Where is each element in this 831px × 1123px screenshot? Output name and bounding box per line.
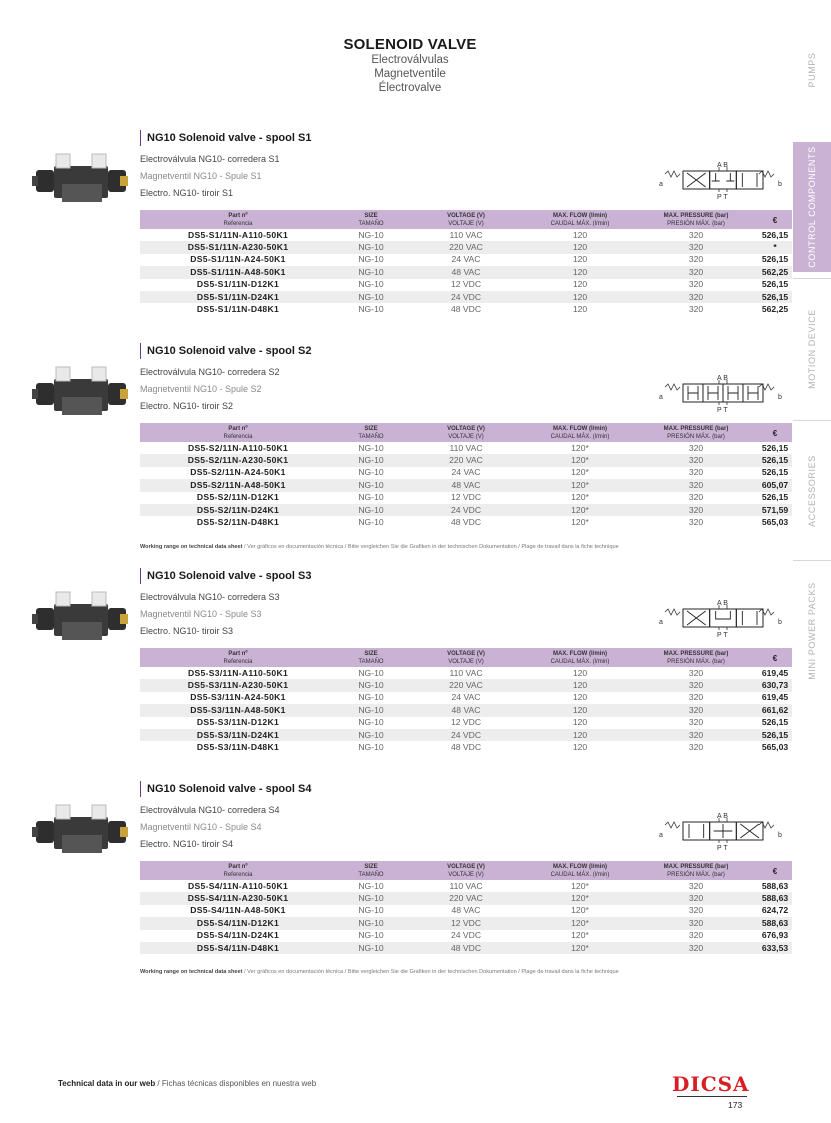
svg-text:P T: P T xyxy=(717,194,728,200)
size-cell: NG-10 xyxy=(336,241,406,253)
table-row xyxy=(140,741,792,753)
voltage-cell: 12 VDC xyxy=(450,717,482,728)
col-price-header: € xyxy=(758,861,792,880)
flow-cell: 120 xyxy=(526,704,634,716)
table-header-row xyxy=(140,423,792,442)
section-subtitle-fr: Electro. NG10- tiroir S4 xyxy=(140,839,234,849)
page-divider xyxy=(677,1096,747,1097)
pressure-cell: 320 xyxy=(634,917,758,929)
flow-cell: 120* xyxy=(526,892,634,904)
section-subtitle-es: Electroválvula NG10- corredera S1 xyxy=(140,154,280,164)
section-subtitle-de: Magnetventil NG10 - Spule S2 xyxy=(140,384,262,394)
size-cell: NG-10 xyxy=(336,291,406,303)
hydraulic-symbol xyxy=(655,596,785,638)
price-cell: 526,15 xyxy=(761,229,789,240)
pressure-cell: 320 xyxy=(688,442,704,453)
col-voltage-header: VOLTAGE (V) VOLTAJE (V) xyxy=(406,423,526,442)
voltage-cell: 48 VAC xyxy=(406,704,526,716)
size-cell: NG-10 xyxy=(358,742,384,753)
col-voltage-header: VOLTAGE (V) VOLTAJE (V) xyxy=(406,210,526,229)
svg-text:a: a xyxy=(659,832,663,839)
flow-cell: 120* xyxy=(526,454,634,466)
size-cell: NG-10 xyxy=(358,279,384,290)
size-cell: NG-10 xyxy=(336,266,406,278)
part-number-cell: DS5-S4/11N-A230-50K1 xyxy=(140,892,336,904)
pressure-cell: 320 xyxy=(688,517,704,528)
pressure-cell: 320 xyxy=(688,279,704,290)
table-header-row xyxy=(140,861,792,880)
product-photo xyxy=(32,361,132,425)
section-subtitle-fr: Electro. NG10- tiroir S2 xyxy=(140,401,234,411)
page-header xyxy=(230,36,590,95)
section-subtitle-de: Magnetventil NG10 - Spule S3 xyxy=(140,609,262,619)
flow-cell: 120 xyxy=(526,291,634,303)
voltage-cell: 24 VAC xyxy=(451,467,481,478)
voltage-cell: 12 VDC xyxy=(406,917,526,929)
col-part-header: Part nº Referencia xyxy=(140,210,336,229)
price-cell: 526,15 xyxy=(761,467,789,478)
table-row xyxy=(140,266,792,278)
size-cell: NG-10 xyxy=(336,504,406,516)
valve-symbol-icon xyxy=(655,809,785,851)
section-subtitle-es: Electroválvula NG10- corredera S2 xyxy=(140,367,280,377)
part-number-cell: DS5-S3/11N-A48-50K1 xyxy=(140,704,336,716)
part-number-cell: DS5-S1/11N-A230-50K1 xyxy=(140,241,336,253)
size-cell: NG-10 xyxy=(358,930,384,941)
voltage-cell: 24 VDC xyxy=(450,930,482,941)
col-flow-header: MAX. FLOW (l/min) CAUDAL MÁX. (l/min) xyxy=(526,423,634,442)
table-row xyxy=(140,917,792,929)
price-cell: 605,07 xyxy=(758,479,792,491)
size-cell: NG-10 xyxy=(336,704,406,716)
voltage-cell: 220 VAC xyxy=(406,679,526,691)
svg-text:A B: A B xyxy=(717,375,728,382)
part-number-cell: DS5-S3/11N-A110-50K1 xyxy=(187,667,289,678)
table-row xyxy=(140,704,792,716)
price-cell: 526,15 xyxy=(761,279,789,290)
pressure-cell: 320 xyxy=(634,266,758,278)
flow-cell: 120 xyxy=(572,279,588,290)
pressure-cell: 320 xyxy=(634,241,758,253)
flow-cell: 120* xyxy=(526,479,634,491)
page-subtitle-de: Magnetventile xyxy=(374,68,446,80)
section-subtitle-de: Magnetventil NG10 - Spule S1 xyxy=(140,171,262,181)
page-number: 173 xyxy=(728,1100,743,1110)
voltage-cell: 24 VDC xyxy=(406,729,526,741)
price-cell: 588,63 xyxy=(758,892,792,904)
svg-text:a: a xyxy=(659,181,663,188)
pressure-cell: 320 xyxy=(688,742,704,753)
pressure-cell: 320 xyxy=(688,492,704,503)
page-title: SOLENOID VALVE xyxy=(343,36,477,53)
svg-text:a: a xyxy=(659,394,663,401)
size-cell: NG-10 xyxy=(358,667,384,678)
flow-cell: 120 xyxy=(526,241,634,253)
tab-accessories[interactable]: ACCESSORIES xyxy=(793,420,831,560)
section-subtitle-fr: Electro. NG10- tiroir S1 xyxy=(140,188,234,198)
part-number-cell: DS5-S4/11N-A48-50K1 xyxy=(190,905,286,916)
page-subtitle-es: Electroválvulas xyxy=(371,54,449,66)
size-cell: NG-10 xyxy=(358,717,384,728)
voltage-cell: 48 VAC xyxy=(406,479,526,491)
size-cell: NG-10 xyxy=(358,692,384,703)
price-cell: * xyxy=(758,241,792,253)
flow-cell: 120 xyxy=(572,742,588,753)
col-flow-header: MAX. FLOW (l/min) CAUDAL MÁX. (l/min) xyxy=(526,648,634,667)
col-size-header: SIZE TAMAÑO xyxy=(336,423,406,442)
col-flow-header: MAX. FLOW (l/min) CAUDAL MÁX. (l/min) xyxy=(526,861,634,880)
table-row xyxy=(140,279,792,291)
price-cell: 565,03 xyxy=(761,517,789,528)
part-number-cell: DS5-S3/11N-D48K1 xyxy=(196,742,280,753)
table-row xyxy=(140,892,792,904)
valve-symbol-icon xyxy=(655,596,785,638)
table-row xyxy=(140,905,792,917)
col-voltage-header: VOLTAGE (V) VOLTAJE (V) xyxy=(406,861,526,880)
size-cell: NG-10 xyxy=(358,492,384,503)
table-row xyxy=(140,442,792,454)
valve-symbol-icon xyxy=(655,158,785,200)
table-row xyxy=(140,303,792,315)
pressure-cell: 320 xyxy=(688,304,704,315)
flow-cell: 120* xyxy=(571,467,589,478)
part-number-cell: DS5-S1/11N-D24K1 xyxy=(140,291,336,303)
table-row xyxy=(140,291,792,303)
svg-text:A B: A B xyxy=(717,600,728,607)
tab-control-components[interactable]: CONTROL COMPONENTS xyxy=(793,142,831,272)
col-size-header: SIZE TAMAÑO xyxy=(336,648,406,667)
part-number-cell: DS5-S2/11N-D24K1 xyxy=(140,504,336,516)
size-cell: NG-10 xyxy=(336,942,406,954)
price-cell: 676,93 xyxy=(761,930,789,941)
dicsa-logo: DICSA xyxy=(672,1072,750,1096)
part-number-cell: DS5-S1/11N-A24-50K1 xyxy=(190,254,286,265)
flow-cell: 120 xyxy=(526,266,634,278)
flow-cell: 120* xyxy=(571,930,589,941)
table-row xyxy=(140,516,792,528)
col-voltage-header: VOLTAGE (V) VOLTAJE (V) xyxy=(406,648,526,667)
table-row xyxy=(140,880,792,892)
voltage-cell: 110 VAC xyxy=(449,442,483,453)
table-row xyxy=(140,229,792,241)
table-row xyxy=(140,930,792,942)
col-pressure-header: MAX. PRESSURE (bar) PRESIÓN MÁX. (bar) xyxy=(634,648,758,667)
svg-text:a: a xyxy=(659,619,663,626)
price-cell: 619,45 xyxy=(761,692,789,703)
col-pressure-header: MAX. PRESSURE (bar) PRESIÓN MÁX. (bar) xyxy=(634,861,758,880)
flow-cell: 120* xyxy=(526,504,634,516)
col-price-header: € xyxy=(758,210,792,229)
size-cell: NG-10 xyxy=(358,517,384,528)
table-row xyxy=(140,454,792,466)
product-photo xyxy=(32,799,132,863)
voltage-cell: 220 VAC xyxy=(406,892,526,904)
hydraulic-symbol xyxy=(655,809,785,851)
hydraulic-symbol xyxy=(655,371,785,413)
pressure-cell: 320 xyxy=(634,679,758,691)
pressure-cell: 320 xyxy=(634,942,758,954)
product-table xyxy=(140,861,792,954)
pressure-cell: 320 xyxy=(634,704,758,716)
col-part-header: Part nº Referencia xyxy=(140,648,336,667)
price-cell: 526,15 xyxy=(758,291,792,303)
product-table xyxy=(140,210,792,316)
voltage-cell: 12 VDC xyxy=(450,492,482,503)
flow-cell: 120* xyxy=(571,442,589,453)
size-cell: NG-10 xyxy=(358,467,384,478)
voltage-cell: 48 VAC xyxy=(406,266,526,278)
table-row xyxy=(140,254,792,266)
part-number-cell: DS5-S1/11N-A110-50K1 xyxy=(187,229,289,240)
size-cell: NG-10 xyxy=(358,229,384,240)
flow-cell: 120* xyxy=(526,942,634,954)
table-row xyxy=(140,679,792,691)
product-photo xyxy=(32,586,132,650)
part-number-cell: DS5-S2/11N-A110-50K1 xyxy=(187,442,289,453)
voltage-cell: 110 VAC xyxy=(449,880,483,891)
voltage-cell: 48 VDC xyxy=(450,517,482,528)
section-subtitle-es: Electroválvula NG10- corredera S4 xyxy=(140,805,280,815)
pressure-cell: 320 xyxy=(634,291,758,303)
pressure-cell: 320 xyxy=(688,880,704,891)
pressure-cell: 320 xyxy=(688,254,704,265)
size-cell: NG-10 xyxy=(336,917,406,929)
voltage-cell: 24 VDC xyxy=(406,291,526,303)
voltage-cell: 220 VAC xyxy=(406,241,526,253)
section-title: NG10 Solenoid valve - spool S3 xyxy=(140,568,311,584)
flow-cell: 120 xyxy=(572,304,588,315)
pressure-cell: 320 xyxy=(688,667,704,678)
voltage-cell: 220 VAC xyxy=(406,454,526,466)
part-number-cell: DS5-S1/11N-D12K1 xyxy=(196,279,280,290)
part-number-cell: DS5-S4/11N-D24K1 xyxy=(196,930,280,941)
price-cell: 526,15 xyxy=(761,442,789,453)
tab-motion-device[interactable]: MOTION DEVICE xyxy=(793,278,831,418)
col-price-header: € xyxy=(758,423,792,442)
pressure-cell: 320 xyxy=(688,692,704,703)
footer-note: Technical data in our web / Fichas técnicas disponibles en nuestra web xyxy=(58,1079,317,1088)
part-number-cell: DS5-S3/11N-A24-50K1 xyxy=(190,692,286,703)
size-cell: NG-10 xyxy=(336,729,406,741)
price-cell: 565,03 xyxy=(761,742,789,753)
part-number-cell: DS5-S1/11N-D48K1 xyxy=(196,304,280,315)
part-number-cell: DS5-S2/11N-D48K1 xyxy=(196,517,280,528)
part-number-cell: DS5-S2/11N-A48-50K1 xyxy=(140,479,336,491)
solenoid-valve-photo xyxy=(32,361,132,425)
tab-pumps[interactable]: PUMPS xyxy=(807,52,817,88)
table-row xyxy=(140,717,792,729)
price-cell: 661,62 xyxy=(758,704,792,716)
price-cell: 526,15 xyxy=(761,717,789,728)
col-flow-header: MAX. FLOW (l/min) CAUDAL MÁX. (l/min) xyxy=(526,210,634,229)
size-cell: NG-10 xyxy=(358,254,384,265)
solenoid-valve-photo xyxy=(32,148,132,212)
product-table xyxy=(140,423,792,529)
price-cell: 526,15 xyxy=(761,254,789,265)
price-cell: 562,25 xyxy=(758,266,792,278)
svg-text:b: b xyxy=(778,619,782,626)
product-table xyxy=(140,648,792,754)
hydraulic-symbol xyxy=(655,158,785,200)
price-cell: 526,15 xyxy=(758,454,792,466)
valve-symbol-icon xyxy=(655,371,785,413)
price-cell: 619,45 xyxy=(761,667,789,678)
price-cell: 588,63 xyxy=(758,917,792,929)
part-number-cell: DS5-S1/11N-A48-50K1 xyxy=(140,266,336,278)
col-part-header: Part nº Referencia xyxy=(140,861,336,880)
pressure-cell: 320 xyxy=(688,930,704,941)
price-cell: 526,15 xyxy=(758,729,792,741)
table-row xyxy=(140,729,792,741)
table-row xyxy=(140,241,792,253)
part-number-cell: DS5-S3/11N-D24K1 xyxy=(140,729,336,741)
svg-text:A B: A B xyxy=(717,162,728,169)
price-cell: 624,72 xyxy=(761,905,789,916)
size-cell: NG-10 xyxy=(358,905,384,916)
table-row xyxy=(140,504,792,516)
size-cell: NG-10 xyxy=(358,304,384,315)
svg-text:b: b xyxy=(778,181,782,188)
flow-cell: 120* xyxy=(571,517,589,528)
table-row xyxy=(140,942,792,954)
flow-cell: 120* xyxy=(571,492,589,503)
section-subtitle-de: Magnetventil NG10 - Spule S4 xyxy=(140,822,262,832)
price-cell: 526,15 xyxy=(761,492,789,503)
size-cell: NG-10 xyxy=(336,479,406,491)
col-part-header: Part nº Referencia xyxy=(140,423,336,442)
part-number-cell: DS5-S3/11N-D12K1 xyxy=(196,717,280,728)
voltage-cell: 12 VDC xyxy=(450,279,482,290)
flow-cell: 120 xyxy=(572,229,588,240)
flow-cell: 120 xyxy=(526,729,634,741)
pressure-cell: 320 xyxy=(688,467,704,478)
section-subtitle-es: Electroválvula NG10- corredera S3 xyxy=(140,592,280,602)
svg-text:A B: A B xyxy=(717,813,728,820)
voltage-cell: 110 VAC xyxy=(449,667,483,678)
price-cell: 633,53 xyxy=(758,942,792,954)
part-number-cell: DS5-S4/11N-D12K1 xyxy=(140,917,336,929)
voltage-cell: 24 VDC xyxy=(406,504,526,516)
pressure-cell: 320 xyxy=(634,454,758,466)
price-cell: 562,25 xyxy=(761,304,789,315)
svg-text:P T: P T xyxy=(717,407,728,413)
working-range-note: Working range on technical data sheet / Ver gráficos en documentación técnica / Bitte vergleichen Sie die Grafiken in der technischen Dokumentation / Plage de travail dans la fiche technique xyxy=(140,969,619,976)
pressure-cell: 320 xyxy=(688,229,704,240)
pressure-cell: 320 xyxy=(688,717,704,728)
size-cell: NG-10 xyxy=(336,679,406,691)
section-title: NG10 Solenoid valve - spool S1 xyxy=(140,130,311,146)
pressure-cell: 320 xyxy=(634,479,758,491)
part-number-cell: DS5-S2/11N-A24-50K1 xyxy=(190,467,286,478)
flow-cell: 120 xyxy=(572,667,588,678)
solenoid-valve-photo xyxy=(32,799,132,863)
size-cell: NG-10 xyxy=(336,892,406,904)
svg-text:b: b xyxy=(778,832,782,839)
flow-cell: 120 xyxy=(572,692,588,703)
section-title: NG10 Solenoid valve - spool S2 xyxy=(140,343,311,359)
voltage-cell: 48 VAC xyxy=(451,905,481,916)
pressure-cell: 320 xyxy=(688,905,704,916)
col-size-header: SIZE TAMAÑO xyxy=(336,210,406,229)
pressure-cell: 320 xyxy=(634,729,758,741)
section-title: NG10 Solenoid valve - spool S4 xyxy=(140,781,311,797)
product-photo xyxy=(32,148,132,212)
pressure-cell: 320 xyxy=(634,504,758,516)
table-row xyxy=(140,467,792,479)
col-size-header: SIZE TAMAÑO xyxy=(336,861,406,880)
col-price-header: € xyxy=(758,648,792,667)
svg-text:b: b xyxy=(778,394,782,401)
size-cell: NG-10 xyxy=(358,880,384,891)
part-number-cell: DS5-S2/11N-D12K1 xyxy=(196,492,280,503)
svg-text:P T: P T xyxy=(717,632,728,638)
table-row xyxy=(140,667,792,679)
voltage-cell: 48 VDC xyxy=(450,304,482,315)
col-pressure-header: MAX. PRESSURE (bar) PRESIÓN MÁX. (bar) xyxy=(634,423,758,442)
flow-cell: 120* xyxy=(571,880,589,891)
table-header-row xyxy=(140,210,792,229)
part-number-cell: DS5-S2/11N-A230-50K1 xyxy=(140,454,336,466)
price-cell: 571,59 xyxy=(758,504,792,516)
table-row xyxy=(140,492,792,504)
table-row xyxy=(140,692,792,704)
side-tabs xyxy=(793,30,831,700)
section-subtitle-fr: Electro. NG10- tiroir S3 xyxy=(140,626,234,636)
flow-cell: 120 xyxy=(572,717,588,728)
tab-mini-power-packs[interactable]: MINI POWER PACKS xyxy=(793,560,831,700)
voltage-cell: 48 VDC xyxy=(406,942,526,954)
flow-cell: 120 xyxy=(572,254,588,265)
pressure-cell: 320 xyxy=(634,892,758,904)
flow-cell: 120* xyxy=(571,905,589,916)
voltage-cell: 110 VAC xyxy=(449,229,483,240)
svg-text:P T: P T xyxy=(717,845,728,851)
size-cell: NG-10 xyxy=(358,442,384,453)
solenoid-valve-photo xyxy=(32,586,132,650)
price-cell: 630,73 xyxy=(758,679,792,691)
part-number-cell: DS5-S4/11N-A110-50K1 xyxy=(187,880,289,891)
table-row xyxy=(140,479,792,491)
col-pressure-header: MAX. PRESSURE (bar) PRESIÓN MÁX. (bar) xyxy=(634,210,758,229)
voltage-cell: 24 VAC xyxy=(451,254,481,265)
flow-cell: 120 xyxy=(526,679,634,691)
part-number-cell: DS5-S3/11N-A230-50K1 xyxy=(140,679,336,691)
voltage-cell: 24 VAC xyxy=(451,692,481,703)
voltage-cell: 48 VDC xyxy=(450,742,482,753)
part-number-cell: DS5-S4/11N-D48K1 xyxy=(140,942,336,954)
price-cell: 588,63 xyxy=(761,880,789,891)
size-cell: NG-10 xyxy=(336,454,406,466)
table-header-row xyxy=(140,648,792,667)
working-range-note: Working range on technical data sheet / Ver gráficos en documentación técnica / Bitte vergleichen Sie die Grafiken in der technischen Dokumentation / Plage de travail dans la fiche technique xyxy=(140,543,619,550)
page-subtitle-fr: Électrovalve xyxy=(378,82,442,94)
flow-cell: 120* xyxy=(526,917,634,929)
